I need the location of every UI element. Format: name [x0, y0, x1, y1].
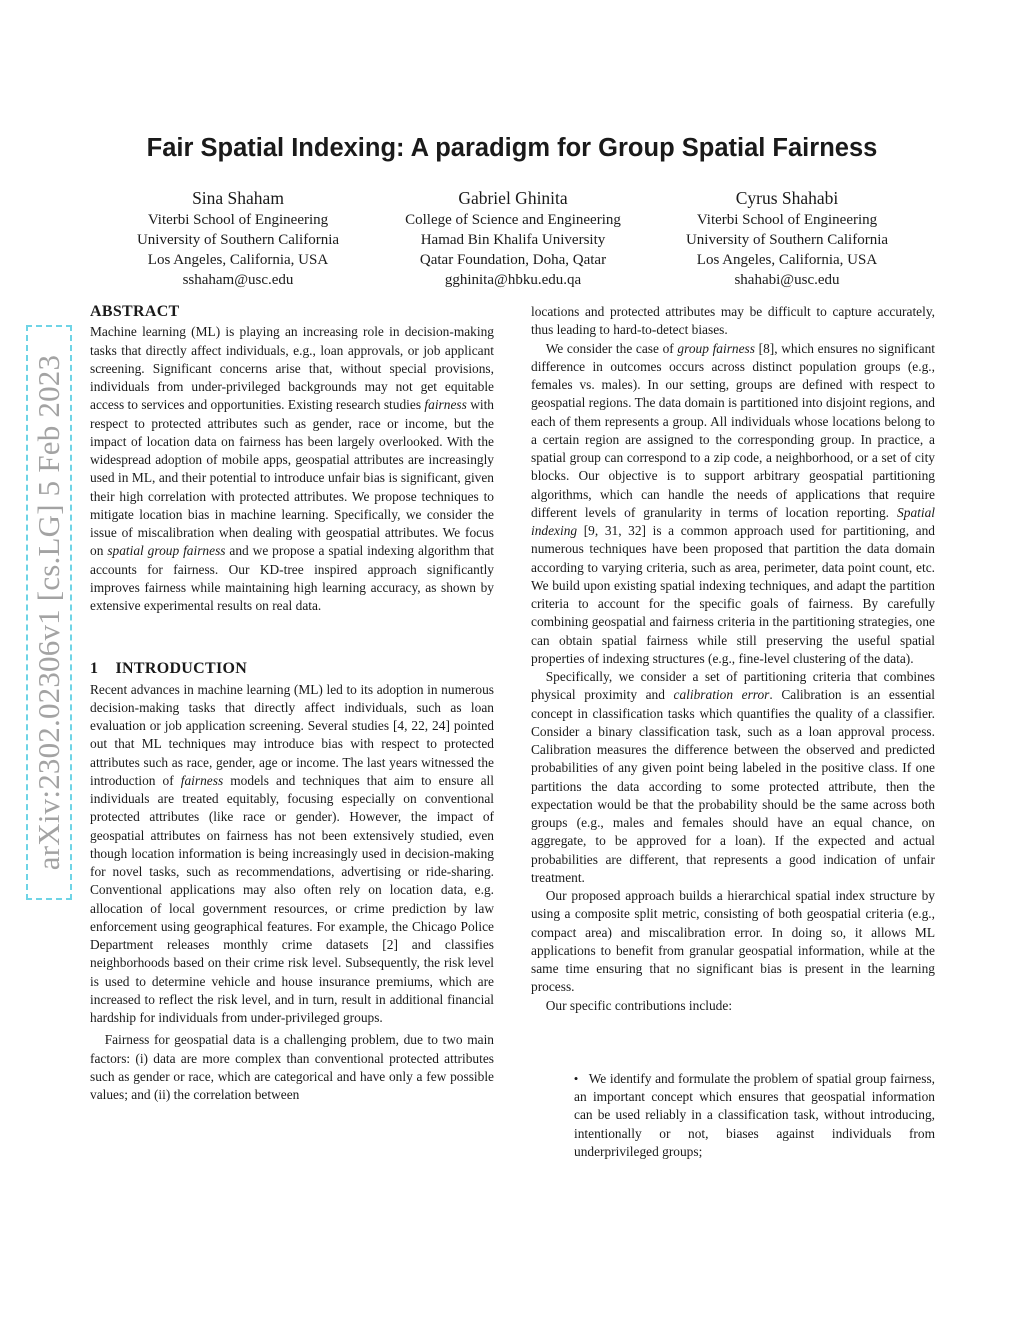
intro-paragraph-6: Our specific contributions include: [545, 997, 733, 1013]
abstract-heading: ABSTRACT [90, 303, 180, 320]
author-location: Los Angeles, California, USA [147, 252, 329, 268]
author-affiliation: University of Southern California [136, 232, 340, 248]
arxiv-id-text: arXiv:2302.02306v1 [cs.LG] 5 Feb 2023 [26, 325, 72, 900]
left-column [90, 303, 494, 1104]
author-affiliation: Viterbi School of Engineering [147, 212, 329, 228]
author-email: shahabi@usc.edu [734, 272, 840, 288]
introduction-heading: 1 INTRODUCTION [90, 660, 248, 678]
author-name: Cyrus Shahabi [735, 188, 839, 208]
author-affiliation: University of Southern California [685, 232, 889, 248]
author-affiliation: College of Science and Engineering [405, 212, 621, 228]
intro-paragraph-5: Our proposed approach builds a hierarchical spatial index structure by using a composite split metric, consisting of both geospatial criteria (e.g., compact area) and miscalibration error. In doing so, it allows ML applications to benefit from granular geospatial information, while at the same time ensuring that no significant bias is present in the learning process. [531, 888, 935, 995]
author-email: sshaham@usc.edu [182, 272, 294, 288]
intro-paragraph-3: We consider the case of group fairness [8], which ensures no significant difference in outcomes occurs across distinct population groups (e.g., females vs. males). In our setting, groups are defined with respect to geospatial regions. The data domain is partitioned into disjoint regions, and each of them represents a group. All individuals whose locations belong to a certain region are assigned to the corresponding group. In practice, a spatial group can correspond to a zip code, a neighborhood, or a set of city blocks. Our objective is to support arbitrary geospatial partitioning algorithms, which can handle the needs of applications that require different levels of granularity in terms of location reporting. Spatial indexing [9, 31, 32] is a common approach used for partitioning, and numerous techniques have been proposed that partition the data domain according to varying criteria, such as area, perimeter, data point count, etc. We build upon existing spatial indexing techniques, and adapt the partition criteria to account for the specific goals of fairness. By carefully combining geospatial and fairness criteria in the partitioning strategies, one can obtain spatial fairness while still preserving the useful spatial properties of indexing structures (e.g., fine-level clustering of the data). [531, 340, 935, 666]
intro-paragraph-2: Fairness for geospatial data is a challenging problem, due to two main factors: (i) data are more complex than conventional protected attributes such as gender or race, which are categorical and have only a few possible values; and (ii) the correlation between [90, 1032, 494, 1102]
author-location: Los Angeles, California, USA [696, 252, 878, 268]
intro-paragraph-4: Specifically, we consider a set of partitioning criteria that combines physical proximity and calibration error. Calibration is an essential concept in classification tasks which quantifies the quality of a classifier. Consider a binary classification task, such as a loan approval process. Calibration measures the difference between the observed and predicted probabilities of any given point being labeled in the positive class. If one partitions the data according to some protected attribute, then the expectation would be that the probability should be the same across both groups (e.g., males and females should have an equal chance, on aggregate, to be approved for a loan). If the expected and actual probabilities are different, that represents a good indication of unfair treatment. [531, 669, 935, 885]
author-block-2 [383, 186, 643, 290]
bullet-icon: • [573, 1070, 579, 1086]
arxiv-identifier-stamp [26, 325, 72, 900]
author-location: Qatar Foundation, Doha, Qatar [419, 252, 607, 268]
author-name: Gabriel Ghinita [458, 188, 568, 208]
contribution-list-item: • We identify and formulate the problem of spatial group fairness, an important concept which ensures that geospatial information can be used reliably in a classification task, without introducing, intentionally or not, biases against individuals from underprivileged groups; [531, 1070, 935, 1161]
author-affiliation: Viterbi School of Engineering [696, 212, 878, 228]
author-block-1 [108, 186, 368, 290]
author-name: Sina Shaham [192, 188, 284, 208]
author-affiliation: Hamad Bin Khalifa University [420, 232, 606, 248]
abstract-paragraph: Machine learning (ML) is playing an increasing role in decision-making tasks that directly affect individuals, e.g., loan approvals, or job applicant screening. Significant concerns arise that, without special provisions, individuals from under-privileged backgrounds may not get equitable access to services and opportunities. Existing research studies fairness with respect to protected attributes such as gender, race or income, but the impact of location data on fairness has been largely overlooked. With the widespread adoption of mobile apps, geospatial attributes are increasingly used in ML, and their potential to introduce unfair bias is significant, given their high correlation with protected attributes. We propose techniques to mitigate location bias in machine learning. Specifically, we consider the issue of miscalibration when dealing with geospatial attributes. We focus on spatial group fairness and we propose a spatial indexing algorithm that accounts for fairness. Our KD-tree inspired approach significantly improves fairness while maintaining high learning accuracy, as shown by extensive experimental results on real data. [90, 324, 495, 613]
intro-paragraph-1: Recent advances in machine learning (ML) led to its adoption in numerous decision-making tasks that directly affect individuals, such as loan evaluation or job application screening. Several studies [4, 22, 24] pointed out that ML techniques may introduce bias with respect to protected attributes such as race, gender, age or income. The last years witnessed the introduction of fairness models and techniques that aim to ensure all individuals are treated equitably, focusing especially on conventional protected attributes (like race or gender). However, the impact of geospatial attributes on fairness has not been extensively studied, even though location information is being increasingly used in decision-making for novel tasks, such as recommendations, advertising or ride-sharing. Conventional applications may also often rely on location data, e.g. allocation of local government resources, or crime prediction by law enforcement using geographical features. For example, the Chicago Police Department releases monthly crime datasets [2] and classifies neighborhoods based on their crime risk level. Subsequently, the risk level is used to determine vehicle and house insurance premiums, which are increased to reflect the risk level, and in turn, result in additional financial hardship for individuals from under-privileged groups. [90, 681, 494, 1025]
right-column [531, 303, 935, 1161]
author-email: gghinita@hbku.edu.qa [444, 272, 582, 288]
author-block-3 [657, 186, 917, 290]
paper-title: Fair Spatial Indexing: A paradigm for Group Spatial Fairness [146, 134, 878, 162]
intro-paragraph-2-continued: locations and protected attributes may be difficult to capture accurately, thus leading to hard-to-detect biases. [531, 304, 935, 338]
